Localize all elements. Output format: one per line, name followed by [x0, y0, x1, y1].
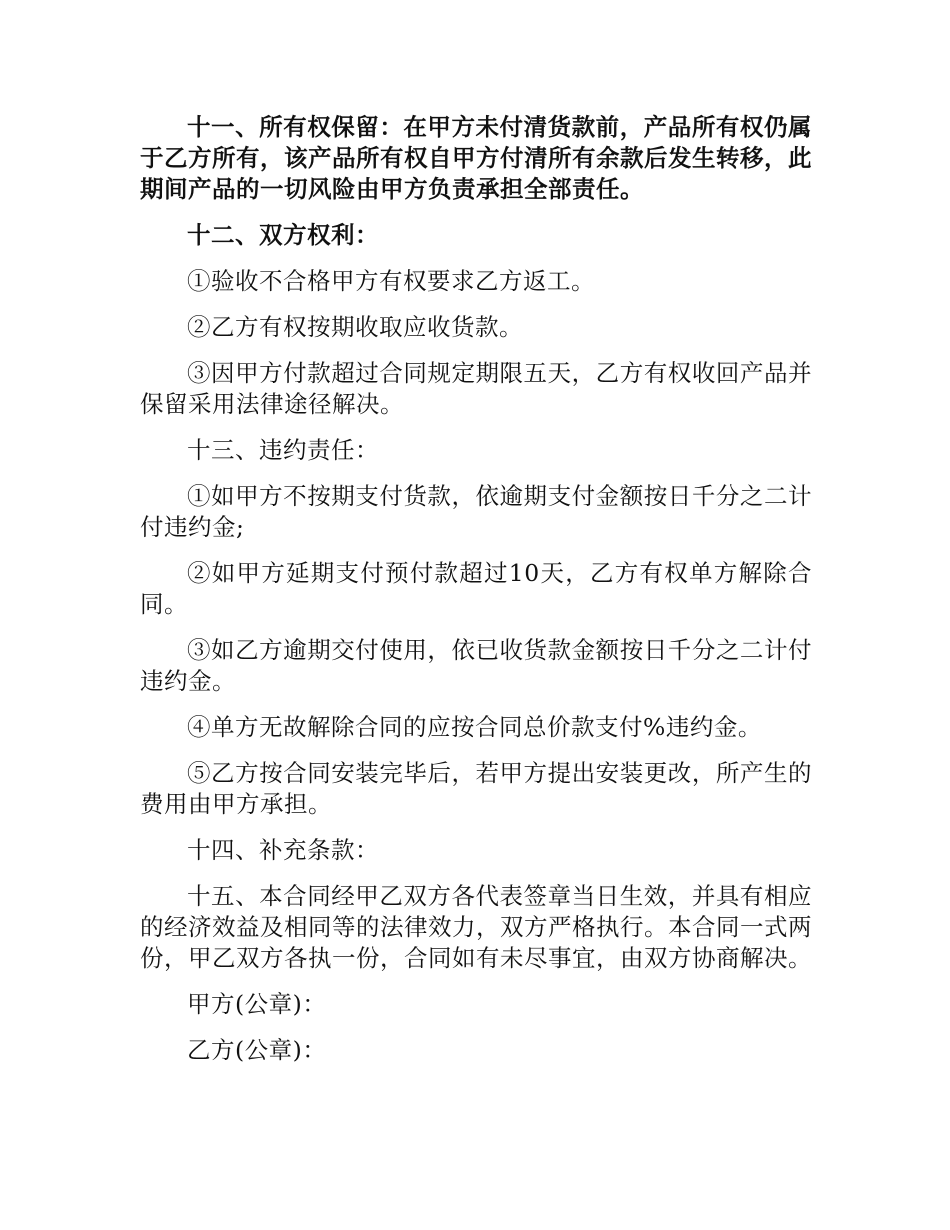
- clause-13-item-1: ①如甲方不按期支付货款，依逾期支付金额按日千分之二计付违约金;: [140, 482, 812, 541]
- clause-12-item-1: ①验收不合格甲方有权要求乙方返工。: [187, 267, 595, 295]
- clause-13-item-5: ⑤乙方按合同安装完毕后，若甲方提出安装更改，所产生的费用由甲方承担。: [140, 759, 812, 818]
- clause-13-heading: 十三、违约责任：: [187, 436, 379, 464]
- clause-14-heading: 十四、补充条款：: [187, 836, 379, 864]
- clause-13-item-4: ④单方无故解除合同的应按合同总价款支付%违约金。: [187, 713, 762, 741]
- document-page: [140, 112, 812, 1081]
- clause-15-effectiveness: 十五、本合同经甲乙双方各代表签章当日生效，并具有相应的经济效益及相同等的法律效力，双方严格执行。本合同一式两份，甲乙双方各执一份，合同如有未尽事宜，由双方协商解决。: [140, 882, 812, 972]
- party-a-seal-line: 甲方(公章)：: [187, 990, 327, 1018]
- clause-11-ownership-retention: 十一、所有权保留：在甲方未付清货款前，产品所有权仍属于乙方所有，该产品所有权自甲方付清所有余款后发生转移，此期间产品的一切风险由甲方负责承担全部责任。: [140, 113, 812, 203]
- clause-12-item-3: ③因甲方付款超过合同规定期限五天，乙方有权收回产品并保留采用法律途径解决。: [140, 359, 812, 418]
- party-b-seal-line: 乙方(公章)：: [187, 1036, 327, 1064]
- clause-12-heading: 十二、双方权利：: [187, 221, 379, 249]
- clause-12-item-2: ②乙方有权按期收取应收货款。: [187, 313, 523, 341]
- clause-13-item-2: ②如甲方延期支付预付款超过10天，乙方有权单方解除合同。: [140, 559, 812, 618]
- clause-13-item-3: ③如乙方逾期交付使用，依已收货款金额按日千分之二计付违约金。: [140, 636, 812, 695]
